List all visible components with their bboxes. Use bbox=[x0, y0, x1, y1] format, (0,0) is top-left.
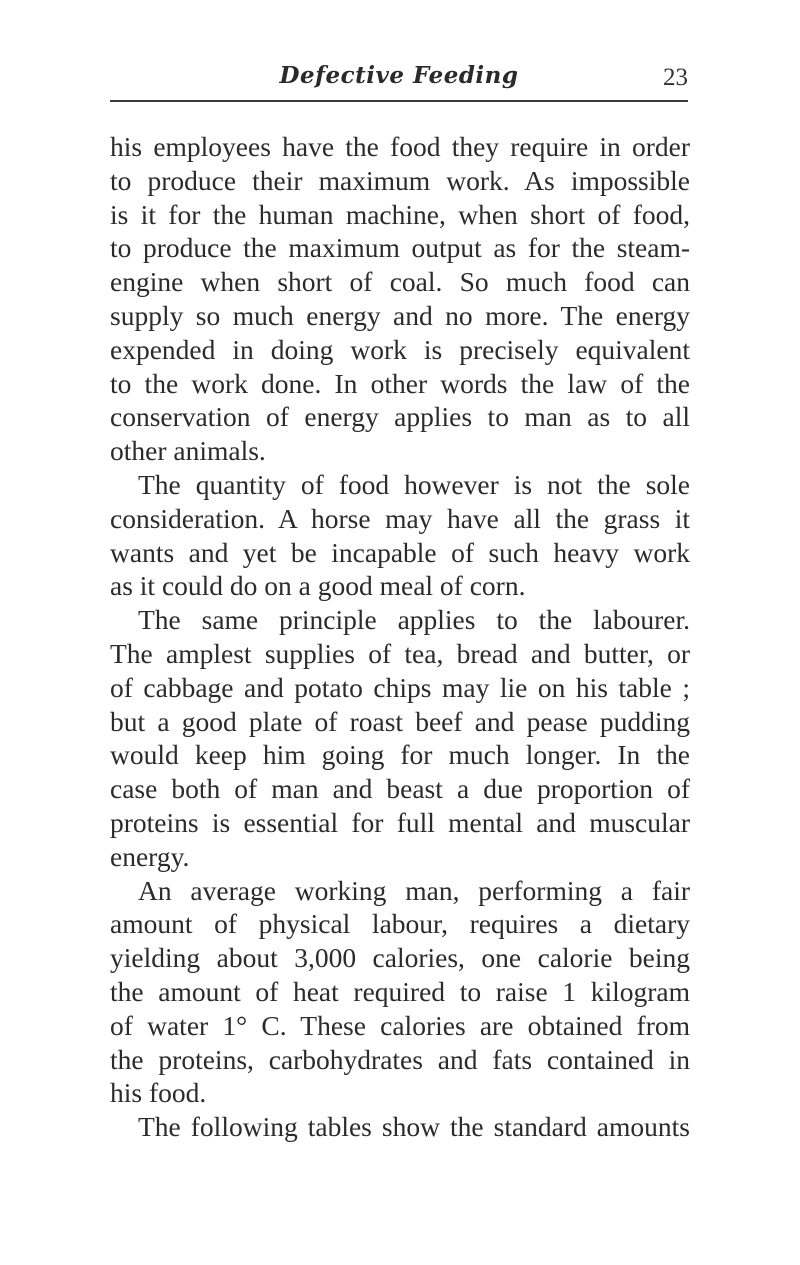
text-line: the amount of heat required to raise 1 kilogram bbox=[110, 975, 690, 1007]
text-line: engine when short of coal. So much food can bbox=[110, 266, 690, 298]
text-line: amount of physical labour, requires a dietary bbox=[110, 908, 690, 940]
text-line: to produce the maximum output as for the steam- bbox=[110, 232, 690, 264]
page-number: 23 bbox=[663, 64, 688, 91]
text-line: case both of man and beast a due proportion of bbox=[110, 773, 690, 805]
text-line: The quantity of food however is not the sole bbox=[138, 468, 690, 500]
text-line: yielding about 3,000 calories, one calorie being bbox=[110, 942, 690, 974]
text-line: to the work done. In other words the law of the bbox=[110, 367, 690, 399]
header-rule bbox=[110, 100, 688, 102]
text-line: of water 1° C. These calories are obtained from bbox=[110, 1009, 690, 1041]
running-title: Defective Feeding bbox=[279, 62, 519, 89]
text-line: his employees have the food they require in order bbox=[110, 131, 690, 162]
text-line: to produce their maximum work. As impossible bbox=[110, 164, 690, 196]
text-line: energy. bbox=[110, 840, 190, 872]
text-line: The same principle applies to the labourer. bbox=[138, 604, 690, 636]
text-line: The following tables show the standard amounts bbox=[138, 1111, 690, 1143]
text-line: conservation of energy applies to man as to all bbox=[110, 401, 690, 433]
text-line: his food. bbox=[110, 1077, 207, 1109]
text-line: consideration. A horse may have all the grass it bbox=[110, 502, 690, 534]
text-line: but a good plate of roast beef and pease pudding bbox=[110, 705, 690, 737]
text-line: expended in doing work is precisely equivalent bbox=[110, 333, 690, 365]
text-line: wants and yet be incapable of such heavy work bbox=[110, 536, 690, 568]
text-line: the proteins, carbohydrates and fats contained in bbox=[110, 1043, 690, 1075]
text-line: An average working man, performing a fair bbox=[138, 874, 690, 906]
text-line: would keep him going for much longer. In the bbox=[110, 739, 690, 771]
text-line: The amplest supplies of tea, bread and butter, or bbox=[110, 637, 690, 669]
text-line: supply so much energy and no more. The energy bbox=[110, 299, 690, 331]
running-header bbox=[110, 62, 688, 102]
text-line: is it for the human machine, when short of food, bbox=[110, 198, 690, 230]
text-line: other animals. bbox=[110, 435, 266, 467]
text-line: of cabbage and potato chips may lie on his table ; bbox=[110, 671, 690, 703]
body-text bbox=[110, 130, 690, 1144]
text-line: proteins is essential for full mental and muscular bbox=[110, 806, 690, 838]
text-line: as it could do on a good meal of corn. bbox=[110, 570, 526, 602]
